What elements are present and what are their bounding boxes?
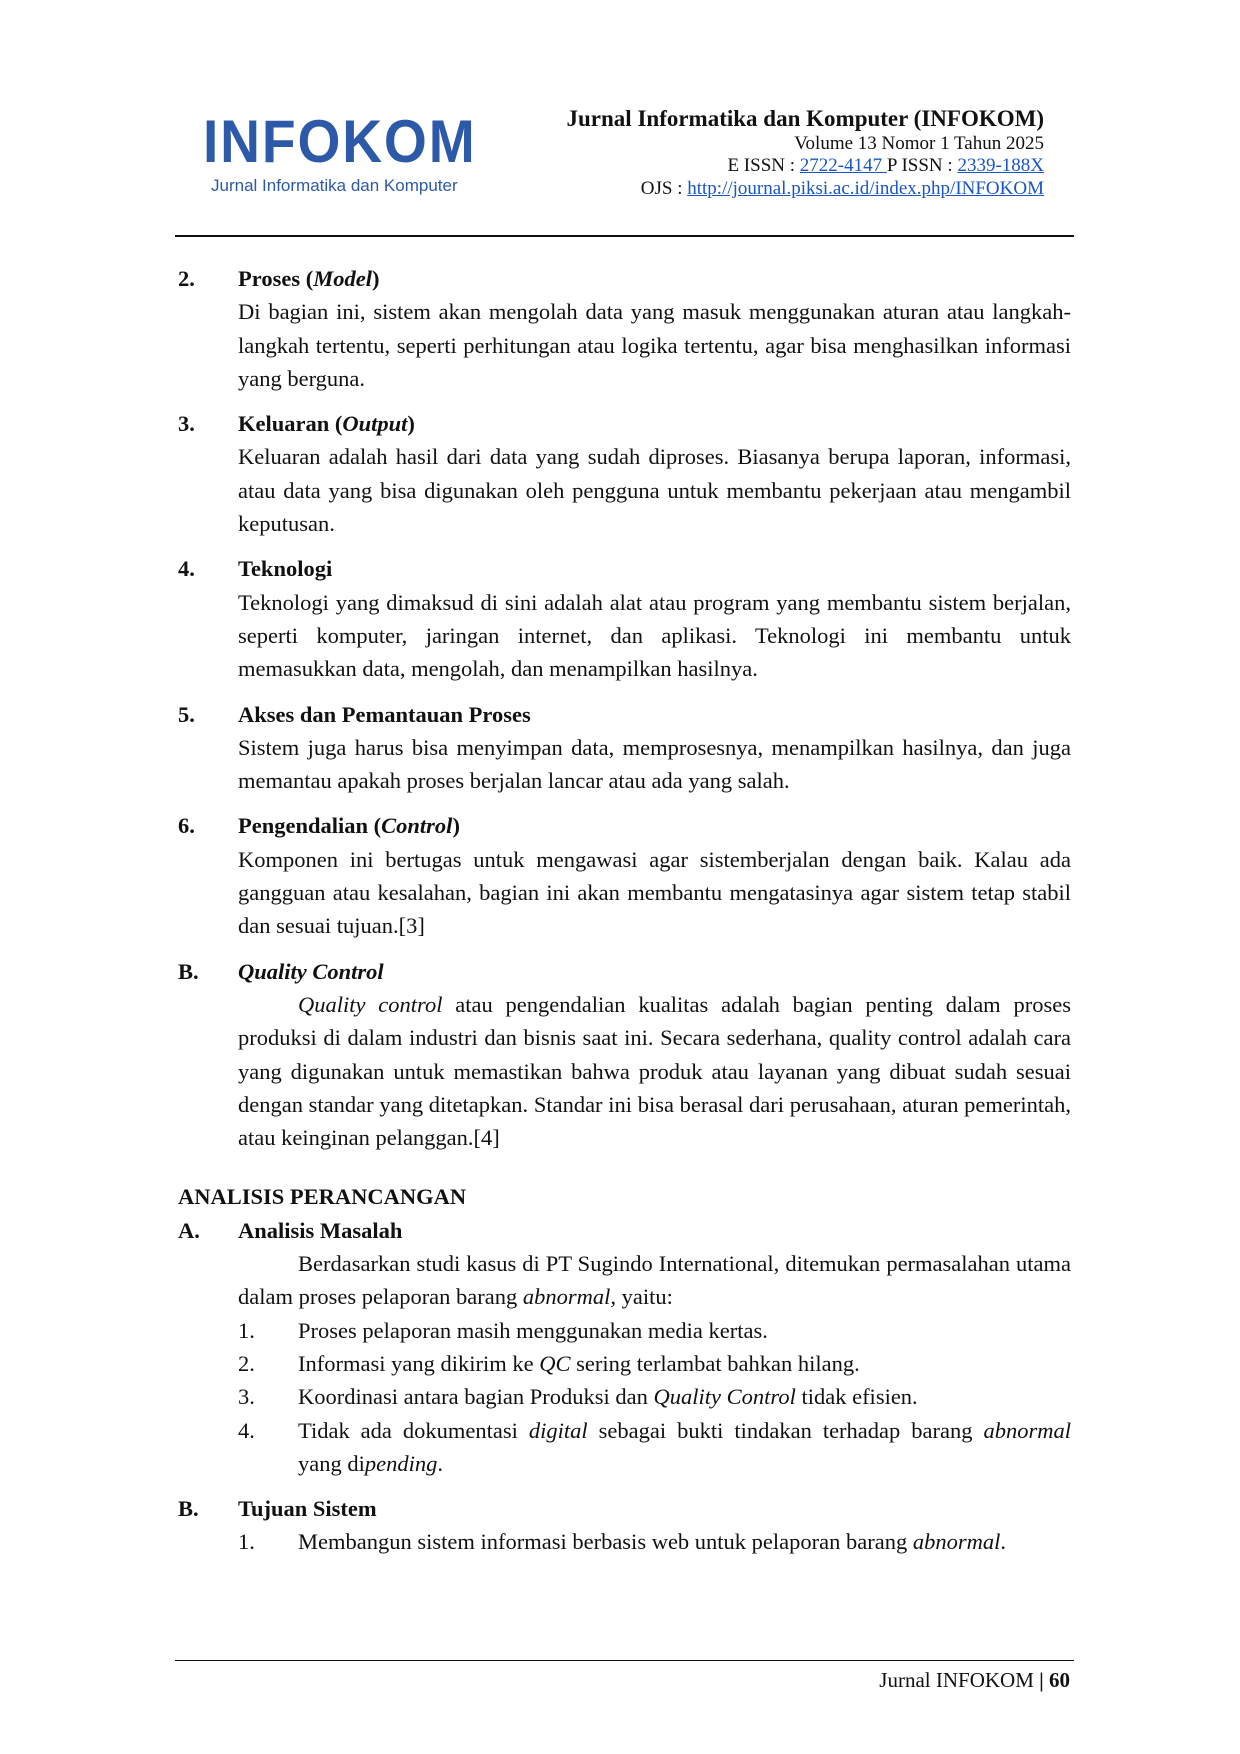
problem-item: 3. Koordinasi antara bagian Produksi dan Quality Control tidak efisien. bbox=[238, 1384, 918, 1410]
item-text: Keluaran adalah hasil dari data yang sudah diproses. Biasanya berupa laporan, informasi, atau data yang bisa digunakan oleh pengguna untuk membantu pekerjaan atau mengambil keputusan. bbox=[238, 444, 1071, 537]
journal-logo bbox=[203, 108, 477, 202]
section-heading: Quality Control bbox=[238, 958, 384, 984]
logo-wordmark: INFOKOM bbox=[203, 108, 477, 175]
item-number: 2. bbox=[178, 266, 195, 291]
list-item bbox=[178, 407, 1071, 540]
section-intro: Berdasarkan studi kasus di PT Sugindo International, ditemukan permasalahan utama dalam proses pelaporan barang abnormal, yaitu: bbox=[238, 1251, 1071, 1310]
item-number: 6. bbox=[178, 813, 195, 839]
list-item bbox=[178, 698, 1071, 798]
section-letter: B. bbox=[178, 1496, 199, 1522]
item-heading: Akses dan Pemantauan Proses bbox=[238, 701, 531, 727]
ojs-label: OJS : bbox=[640, 178, 688, 200]
eissn-label: E ISSN : bbox=[727, 155, 800, 177]
page-footer bbox=[879, 1668, 1070, 1693]
ojs-link[interactable]: http://journal.piksi.ac.id/index.php/INFOKOM bbox=[687, 178, 1044, 200]
item-heading: Teknologi bbox=[238, 556, 333, 582]
item-number: 4. bbox=[178, 556, 195, 582]
journal-info bbox=[567, 105, 1044, 201]
system-goals-section bbox=[178, 1492, 1071, 1559]
goal-item: 1. Membangun sistem informasi berbasis web untuk pelaporan barang abnormal. bbox=[238, 1529, 1006, 1555]
pissn-label: P ISSN : bbox=[886, 155, 958, 177]
journal-ojs bbox=[567, 178, 1044, 201]
section-letter: B. bbox=[178, 958, 199, 984]
list-item bbox=[178, 552, 1071, 685]
item-heading: Proses (Model) bbox=[238, 266, 380, 291]
quality-control-section bbox=[178, 955, 1071, 1155]
journal-volume: Volume 13 Nomor 1 Tahun 2025 bbox=[794, 132, 1044, 154]
footer-journal: Jurnal INFOKOM bbox=[879, 1668, 1040, 1692]
analysis-problem-section bbox=[178, 1214, 1071, 1480]
header-divider bbox=[175, 235, 1074, 237]
item-number: 3. bbox=[178, 411, 195, 437]
eissn-link[interactable]: 2722-4147 bbox=[799, 155, 887, 177]
journal-title: Jurnal Informatika dan Komputer (INFOKOM) bbox=[566, 106, 1044, 131]
footer-divider bbox=[175, 1660, 1074, 1661]
item-heading: Keluaran (Output) bbox=[238, 411, 415, 437]
list-item bbox=[178, 262, 1071, 395]
item-text: Komponen ini bertugas untuk mengawasi agar sistemberjalan dengan baik. Kalau ada gangguan atau kesalahan, bagian ini akan membantu mengatasinya agar sistem tetap stabil dan sesuai tujuan.[3] bbox=[238, 846, 1071, 939]
problem-item: 2. Informasi yang dikirim ke QC sering terlambat bahkan hilang. bbox=[238, 1350, 860, 1376]
pissn-link[interactable]: 2339-188X bbox=[957, 155, 1044, 177]
section-heading: Analisis Masalah bbox=[238, 1217, 403, 1243]
section-title: ANALISIS PERANCANGAN bbox=[178, 1184, 467, 1210]
page-number: 60 bbox=[1043, 1668, 1070, 1692]
list-item bbox=[178, 809, 1071, 942]
item-text: Di bagian ini, sistem akan mengolah data yang masuk menggunakan aturan atau langkah-langkah tertentu, seperti perhitungan atau logika tertentu, agar bisa menghasilkan informasi yang berguna. bbox=[238, 299, 1071, 391]
item-text: Sistem juga harus bisa menyimpan data, memprosesnya, menampilkan hasilnya, dan juga memantau apakah proses berjalan lancar atau ada yang salah. bbox=[238, 734, 1071, 794]
section-heading: Tujuan Sistem bbox=[238, 1496, 377, 1522]
problem-item: 1. Proses pelaporan masih menggunakan media kertas. bbox=[238, 1317, 768, 1343]
item-text: Teknologi yang dimaksud di sini adalah alat atau program yang membantu sistem berjalan, seperti komputer, jaringan internet, dan aplikasi. Teknologi ini membantu untuk memasukkan data, mengolah, dan menampilkan hasilnya. bbox=[238, 589, 1071, 682]
item-heading: Pengendalian (Control) bbox=[238, 813, 460, 839]
journal-issn bbox=[567, 155, 1044, 178]
problem-item: 4. Tidak ada dokumentasi digital sebagai bukti tindakan terhadap barang abnormal yang dipending. bbox=[238, 1417, 1071, 1476]
logo-subtitle: Jurnal Informatika dan Komputer bbox=[211, 176, 458, 195]
page-body bbox=[178, 262, 1071, 1571]
item-number: 5. bbox=[178, 701, 195, 727]
section-letter: A. bbox=[178, 1217, 200, 1243]
footer-separator: | bbox=[1039, 1668, 1044, 1692]
section-text: Quality control atau pengendalian kualitas adalah bagian penting dalam proses produksi di dalam industri dan bisnis saat ini. Secara sederhana, quality control adalah cara yang digunakan untuk memastikan bahwa produk atau layanan yang dibuat sudah sesuai dengan standar yang ditetapkan. Standar ini bisa berasal dari perusahaan, aturan pemerintah, atau keinginan pelanggan.[4] bbox=[238, 991, 1071, 1151]
